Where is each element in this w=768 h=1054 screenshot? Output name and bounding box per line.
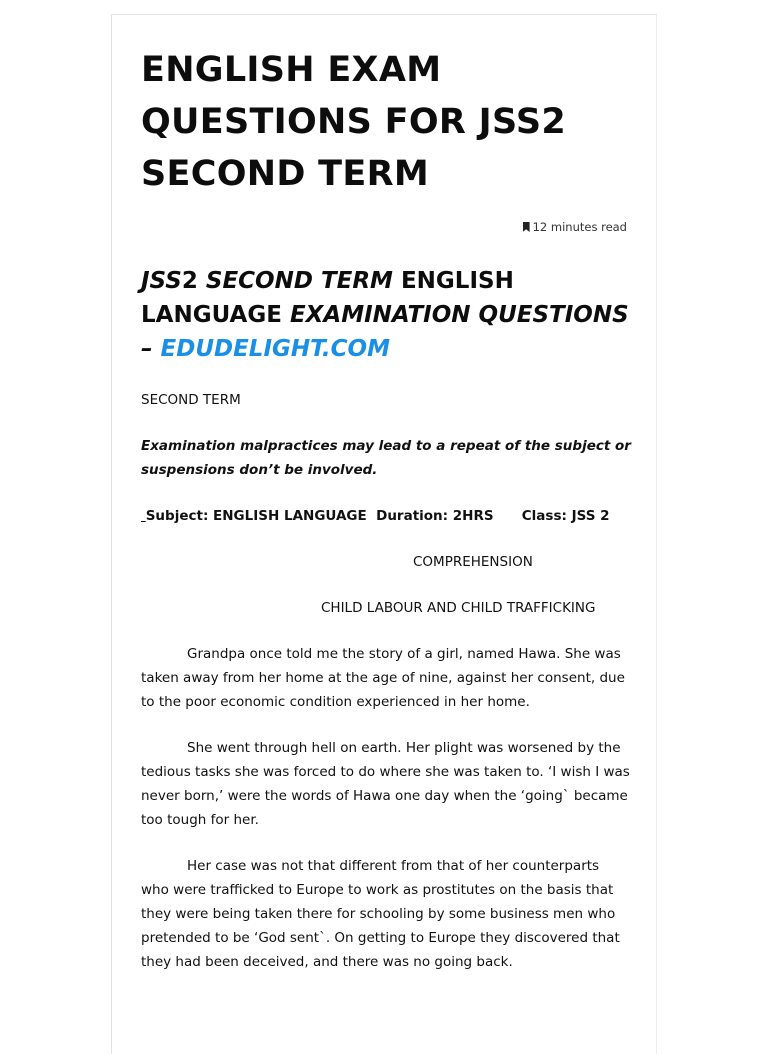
headline-exam-questions: EXAMINATION QUESTIONS –: [141, 302, 629, 362]
paragraph-3: Her case was not that different from that of her counterparts who were trafficked to Europe to work as prostitutes on the basis that they were being taken there for schooling by some business men who pretended to be ‘God sent`. On getting to Europe they discovered that they had been deceived, and there was no going back.: [141, 858, 620, 970]
malpractice-warning: Examination malpractices may lead to a repeat of the subject or suspensions don’t be involved.: [141, 438, 631, 478]
read-time: [141, 220, 631, 234]
subject-line: [141, 504, 631, 528]
passage-title: CHILD LABOUR AND CHILD TRAFFICKING: [321, 600, 596, 616]
edudelight-link[interactable]: EDUDELIGHT.COM: [160, 336, 390, 362]
headline-2: 2: [181, 268, 206, 294]
subject-text: Subject: ENGLISH LANGUAGE Duration: 2HRS Class: JSS 2: [145, 508, 610, 524]
paragraph-2: She went through hell on earth. Her plight was worsened by the tedious tasks she was forced to do where she was taken to. ‘I wish I was never born,’ were the words of Hawa one day when the ‘going` became too tough for her.: [141, 740, 630, 828]
article: [141, 44, 631, 974]
article-headline: [141, 264, 631, 366]
paragraph-1: Grandpa once told me the story of a girl, named Hawa. She was taken away from her home at the age of nine, against her consent, due to the poor economic condition experienced in her home.: [141, 646, 625, 710]
headline-jss: JSS: [141, 268, 182, 294]
headline-english-language: ENGLISH LANGUAGE: [141, 268, 514, 328]
page-title: ENGLISH EXAM QUESTIONS FOR JSS2 SECOND TERM: [141, 50, 567, 194]
term-label: SECOND TERM: [141, 392, 241, 408]
bookmark-icon: [523, 222, 530, 232]
headline-second-term: SECOND TERM: [205, 268, 393, 294]
read-time-label: 12 minutes read: [532, 220, 627, 234]
section-heading: COMPREHENSION: [413, 554, 533, 570]
